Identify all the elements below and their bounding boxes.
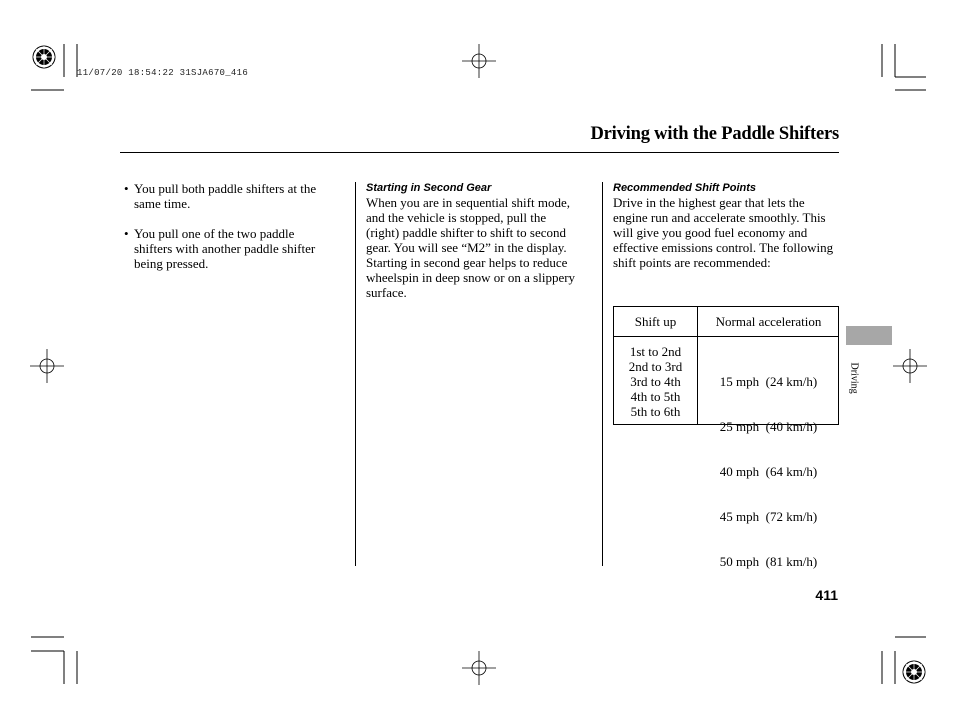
bullet-text: You pull both paddle shifters at the same time.	[134, 181, 317, 211]
section-tab	[846, 326, 892, 345]
title-rule	[120, 152, 839, 153]
second-gear-section	[366, 181, 584, 300]
table-column-speed	[698, 344, 839, 599]
list-item	[124, 181, 334, 211]
shift-points-table	[613, 306, 839, 569]
section-heading: Starting in Second Gear	[366, 182, 492, 194]
table-cell: 2nd to 3rd	[628, 359, 683, 374]
table-header-shift-up: Shift up	[634, 314, 677, 329]
table-cell: 3rd to 4th	[630, 374, 681, 389]
column-divider	[602, 182, 603, 566]
bullet-dot: •	[124, 181, 129, 196]
table-divider	[614, 336, 838, 337]
section-paragraph: When you are in sequential shift mode, and the vehicle is stopped, pull the (right) paddle shifter to shift to second gear. You will see “M2” in the display. Starting in second gear helps to reduce wheelspin in deep snow or on a slippery surface.	[366, 195, 579, 300]
table-cell: 50 mph (81 km/h)	[719, 554, 818, 569]
column-divider	[355, 182, 356, 566]
page-number: 411	[815, 587, 838, 603]
page-title: Driving with the Paddle Shifters	[590, 124, 839, 144]
starburst-icon	[33, 46, 55, 68]
table-cell: 1st to 2nd	[629, 344, 682, 359]
print-stamp: 11/07/20 18:54:22 31SJA670_416	[77, 68, 249, 78]
table-column-shift	[614, 344, 697, 419]
table-cell: 4th to 5th	[630, 389, 681, 404]
section-paragraph: Drive in the highest gear that lets the engine run and accelerate smoothly. This will give you good fuel economy and effective emissions control. The following shift points are recommended:	[613, 195, 834, 270]
section-tab-label: Driving	[848, 362, 860, 394]
condition-bullet-list	[124, 181, 334, 286]
shift-points-section	[613, 181, 839, 270]
list-item	[124, 226, 334, 271]
section-heading: Recommended Shift Points	[613, 182, 757, 194]
table-cell: 45 mph (72 km/h)	[719, 509, 818, 524]
table-cell: 25 mph (40 km/h)	[719, 419, 818, 434]
starburst-icon	[903, 661, 925, 683]
table-header-normal-acceleration: Normal acceleration	[715, 314, 822, 329]
table-cell: 15 mph (24 km/h)	[719, 374, 818, 389]
table-cell: 5th to 6th	[630, 404, 681, 419]
bullet-text: You pull one of the two paddle shifters with another paddle shifter being pressed.	[134, 226, 316, 271]
table-cell: 40 mph (64 km/h)	[719, 464, 818, 479]
bullet-dot: •	[124, 226, 129, 241]
